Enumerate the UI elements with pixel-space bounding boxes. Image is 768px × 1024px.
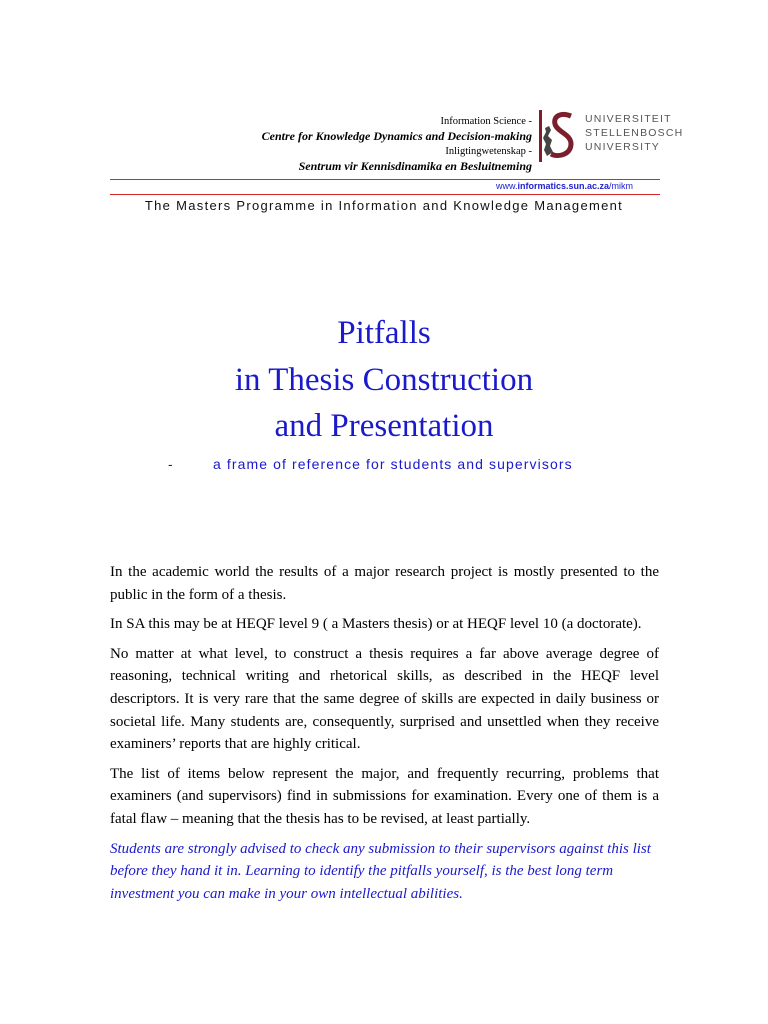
title-line-3: and Presentation [274, 408, 494, 444]
subtitle-text: a frame of reference for students and supervisors [213, 456, 573, 472]
paragraph: No matter at what level, to construct a thesis requires a far above average degree of reasoning, technical writing and rhetorical skills, as described in the HEQF level descriptors. It is very rare that the same degree of skills are expected in daily business or societal life. Many students are, consequently, surprised and unsettled when they receive examiners’ reports that are highly critical. [110, 645, 659, 753]
website-link[interactable] [496, 181, 633, 191]
url-prefix: www. [495, 181, 518, 191]
title-line-2: in Thesis Construction [234, 362, 534, 398]
header-line-inligtingwetenskap: Inligtingwetenskap - [445, 146, 532, 157]
header-divider-bottom [110, 194, 660, 195]
university-logo-icon [539, 110, 575, 162]
body-text [110, 561, 659, 912]
subtitle-dash: - [168, 456, 174, 472]
header-divider-top [110, 179, 660, 180]
header-line-information-science: Information Science - [440, 116, 532, 127]
department-header [262, 114, 532, 174]
university-name [585, 112, 683, 154]
url-suffix: /mikm [609, 181, 633, 191]
university-name-line: UNIVERSITY [585, 141, 661, 153]
header-line-centre: Centre for Knowledge Dynamics and Decision-making [261, 129, 532, 143]
header-line-sentrum: Sentrum vir Kennisdinamika en Besluitneming [298, 159, 532, 173]
paragraph: In SA this may be at HEQF level 9 ( a Masters thesis) or at HEQF level 10 (a doctorate). [110, 616, 642, 633]
url-domain: informatics.sun.ac.za [517, 181, 609, 191]
paragraph: The list of items below represent the major, and frequently recurring, problems that examiners (and supervisors) find in submissions for examination. Every one of them is a fatal flaw – meaning that the thesis has to be revised, at least partially. [110, 765, 659, 827]
university-name-line: STELLENBOSCH [585, 127, 684, 139]
university-name-line: UNIVERSITEIT [585, 113, 672, 125]
title-line-1: Pitfalls [337, 315, 431, 351]
advice-paragraph: Students are strongly advised to check any submission to their supervisors against this list before they hand it in. Learning to identify the pitfalls yourself, is the best long term investment you can make in your own intellectual abilities. [110, 840, 651, 902]
paragraph: In the academic world the results of a major research project is mostly presented to the public in the form of a thesis. [110, 564, 659, 603]
programme-name: The Masters Programme in Information and Knowledge Management [144, 198, 624, 213]
